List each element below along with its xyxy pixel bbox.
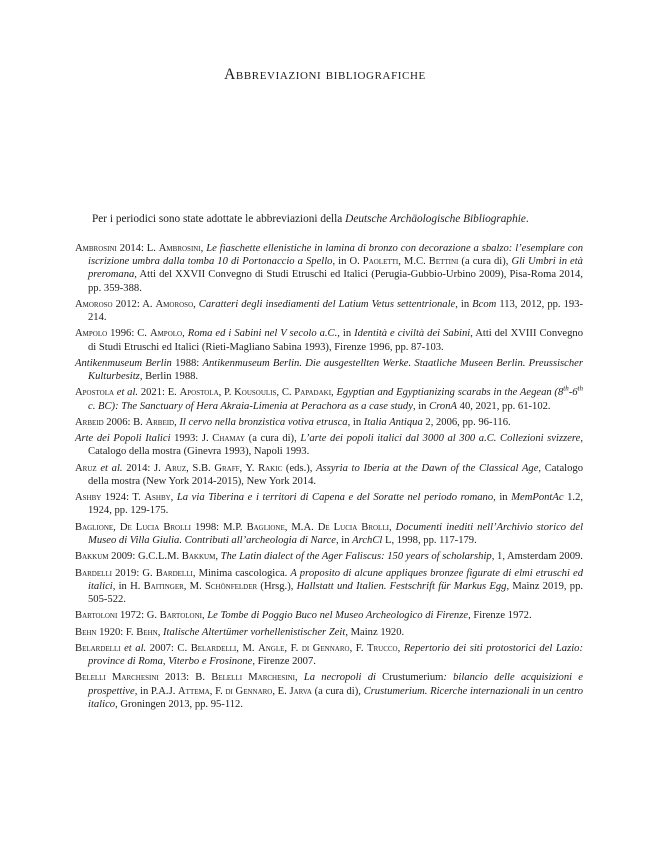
bib-entry-bardelli: Bardelli 2019: G. Bardelli, Minima cascologica. A proposito di alcune appliques bronzee figurate di elmi etruschi ed italici, in H. Baitinger, M. Schönfelder (Hrsg.), Hallstatt und Italien. Festschrift für Markus Egg, Mainz 2019, pp. 505-522. (75, 567, 584, 605)
bib-entry-belelli-marchesini: Belelli Marchesini 2013: B. Belelli Marchesini, La necropoli di Crustumerium: bilancio delle acquisizioni e prospettive, in P.A.J. Attema, F. di Gennaro, E. Jarva (a cura di), Crustumerium. Ricerche internazionali in un centro italico, Groningen 2013, pp. 95-112. (75, 672, 583, 710)
intro-paragraph: Per i periodici sono state adottate le abbreviazioni della Deutsche Archäologische Bibliographie. (92, 213, 529, 225)
bib-entry-arbeid: Arbeid 2006: B. Arbeid, Il cervo nella bronzistica votiva etrusca, in Italia Antiqua 2, 2006, pp. 96-116. (75, 416, 511, 428)
bib-entry-amoroso: Amoroso 2012: A. Amoroso, Caratteri degli insediamenti del Latium Vetus settentrionale, in Bcom 113, 2012, pp. 193-214. (75, 298, 584, 324)
bib-entry-belardelli: Belardelli et al. 2007: C. Belardelli, M. Angle, F. di Gennaro, F. Trucco, Repertorio dei siti protostorici del Lazio: province di Roma, Viterbo e Frosinone, Firenze 2007. (75, 642, 583, 667)
bib-entry-ashby: Ashby 1924: T. Ashby, La via Tiberina e i territori di Capena e del Soratte nel periodo romano, in MemPontAc 1.2, 1924, pp. 129-175. (75, 492, 584, 517)
bib-entry-behn: Behn 1920: F. Behn, Italische Altertümer vorhellenistischer Zeit, Mainz 1920. (75, 626, 405, 638)
bib-entry-ambrosini: Ambrosini 2014: L. Ambrosini, Le fiaschette ellenistiche in lamina di bronzo con decorazione a sbalzo: l’esemplare con iscrizione umbra dalla tomba 10 di Portonaccio a Spello, in O. Paoletti, M.C. Bettini (a cura di), Gli Umbri in età preromana, Atti del XXVII Convegno di Studi Etruschi ed Italici (Perugia-Gubbio-Urbino 2009), Pisa-Roma 2014, pp. 359-388. (75, 243, 583, 294)
bib-entry-arte-popoli-italici: Arte dei Popoli Italici 1993: J. Chamay (a cura di), L’arte dei popoli italici dal 3000 al 300 a.C. Collezioni svizzere, Catalogo della mostra (Ginevra 1993), Napoli 1993. (75, 433, 583, 458)
bibliography-list (75, 242, 583, 714)
bib-entry-baglione: Baglione, De Lucia Brolli 1998: M.P. Baglione, M.A. De Lucia Brolli, Documenti inediti nell’Archivio storico del Museo di Villa Giulia. Contributi all’archeologia di Narce, in ArchCl L, 1998, pp. 117-179. (75, 521, 584, 546)
page-title: Abbreviazioni bibliografiche (224, 66, 426, 83)
bib-entry-antikenmuseum: Antikenmuseum Berlin 1988: Antikenmuseum Berlin. Die ausgestellten Werke. Staatliche Museen Berlin. Preussischer Kulturbesitz, Berlin 1988. (75, 357, 584, 383)
bib-entry-ampolo: Ampolo 1996: C. Ampolo, Roma ed i Sabini nel V secolo a.C., in Identità e civiltà dei Sabini, Atti del XVIII Convegno di Studi Etruschi ed Italici (Rieti-Magliano Sabina 1993), Firenze 1996, pp. 87-103. (75, 328, 584, 353)
bib-entry-bartoloni: Bartoloni 1972: G. Bartoloni, Le Tombe di Poggio Buco nel Museo Archeologico di Firenze, Firenze 1972. (75, 610, 532, 622)
bib-entry-bakkum: Bakkum 2009: G.C.L.M. Bakkum, The Latin dialect of the Ager Faliscus: 150 years of scholarship, 1, Amsterdam 2009. (75, 551, 583, 563)
bib-entry-apostola: Apostola et al. 2021: E. Apostola, P. Kousoulis, C. Papadaki, Egyptian and Egyptianizing scarabs in the Aegean (8th-6th c. BC): The Sanctuary of Hera Akraia-Limenia at Perachora as a case study, in CronA 40, 2021, pp. 61-102. (75, 384, 583, 412)
bib-entry-aruz: Aruz et al. 2014: J. Aruz, S.B. Graff, Y. Rakic (eds.), Assyria to Iberia at the Dawn of the Classical Age, Catalogo della mostra (New York 2014-2015), New York 2014. (75, 462, 583, 487)
